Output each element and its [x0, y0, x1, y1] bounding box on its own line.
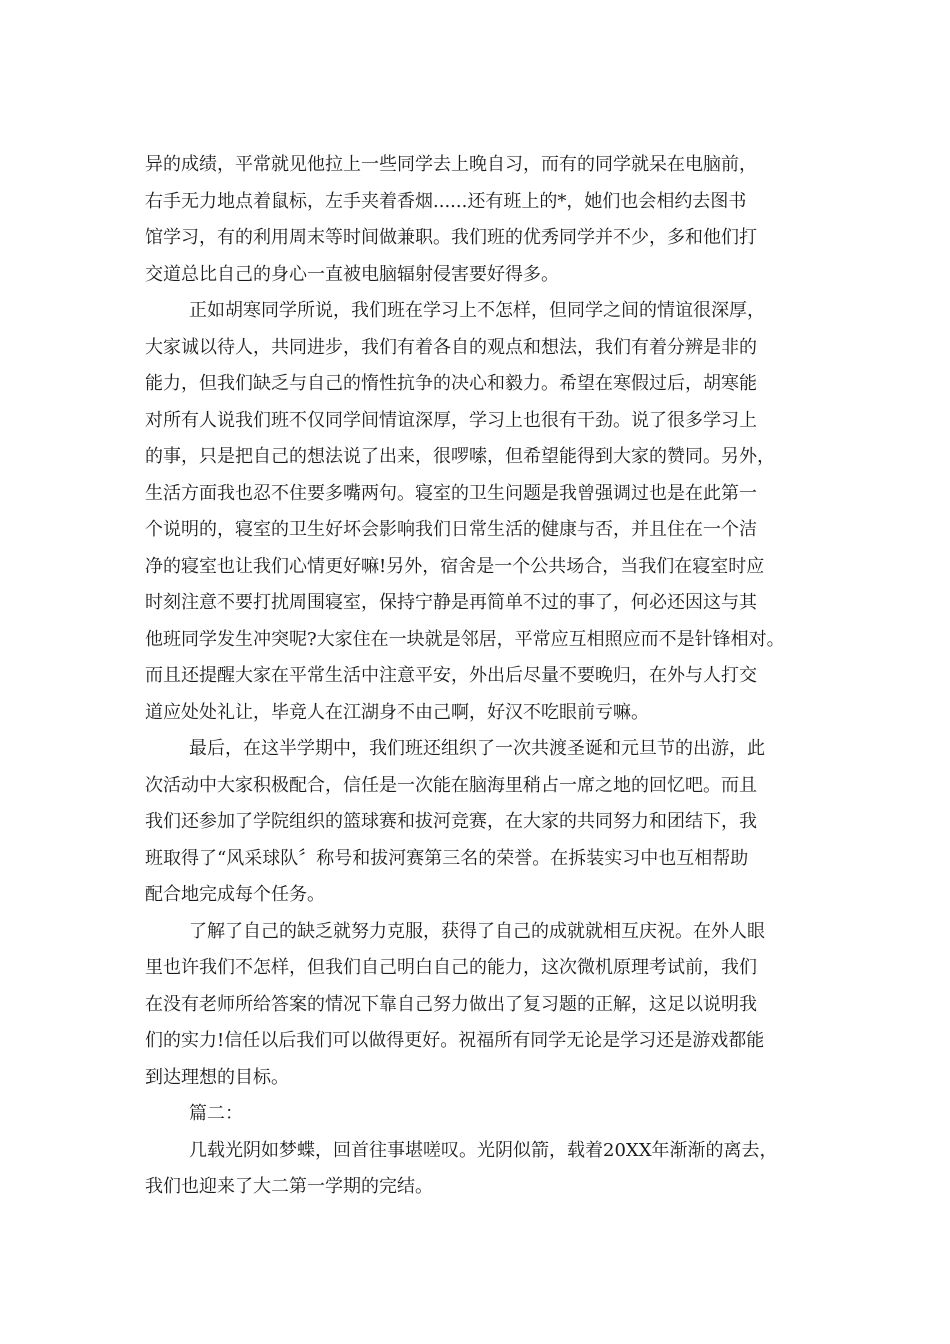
- text-line: 对所有人说我们班不仅同学间情谊深厚，学习上也很有干劲。说了很多学习上: [145, 409, 757, 431]
- text-line: 右手无力地点着鼠标，左手夹着香烟......还有班上的*，她们也会相约去图书: [145, 190, 747, 212]
- text-line: 了解了自己的缺乏就努力克服，获得了自己的成就就相互庆祝。在外人眼: [189, 920, 765, 942]
- text-line: 们的实力!信任以后我们可以做得更好。祝福所有同学无论是学习还是游戏都能: [145, 1030, 765, 1051]
- text-line: 在没有老师所给答案的情况下靠自己努力做出了复习题的正解，这足以说明我: [145, 993, 757, 1015]
- text-line: 大家诚以待人，共同进步，我们有着各自的观点和想法，我们有着分辨是非的: [145, 336, 757, 358]
- text-line: 他班同学发生冲突呢?大家住在一块就是邻居，平常应互相照应而不是针锋相对。: [145, 628, 785, 650]
- text-line: 交道总比自己的身心一直被电脑辐射侵害要好得多。: [145, 263, 559, 285]
- text-line: 净的寝室也让我们心情更好嘛!另外，宿舍是一个公共场合，当我们在寝室时应: [145, 555, 765, 577]
- text-line: 道应处处礼让，毕竟人在江湖身不由己啊，好汉不吃眼前亏嘛。: [145, 701, 649, 723]
- text-line: 个说明的，寝室的卫生好坏会影响我们日常生活的健康与否，并且住在一个洁: [145, 519, 757, 540]
- text-line: 时刻注意不要打扰周围寝室，保持宁静是再简单不过的事了，何必还因这与其: [145, 592, 757, 613]
- text-line: 到达理想的目标。: [145, 1066, 289, 1088]
- text-line: 的事，只是把自己的想法说了出来，很啰嗦，但希望能得到大家的赞同。另外，: [145, 446, 775, 467]
- text-line: 馆学习，有的利用周末等时间做兼职。我们班的优秀同学并不少，多和他们打: [145, 227, 757, 248]
- text-line: 篇二：: [189, 1103, 243, 1124]
- text-line: 里也许我们不怎样，但我们自己明白自己的能力，这次微机原理考试前，我们: [145, 957, 757, 978]
- text-line: 能力，但我们缺乏与自己的惰性抗争的决心和毅力。希望在寒假过后，胡寒能: [145, 373, 757, 394]
- text-line: 几载光阴如梦蝶，回首往事堪嗟叹。光阴似箭，载着20XX年渐渐的离去，: [189, 1139, 778, 1161]
- text-line: 我们也迎来了大二第一学期的完结。: [145, 1176, 433, 1197]
- text-line: 配合地完成每个任务。: [145, 884, 325, 905]
- text-line: 而且还提醒大家在平常生活中注意平安，外出后尽量不要晚归，在外与人打交: [145, 665, 757, 686]
- document-body: [145, 147, 825, 1206]
- text-line: 次活动中大家积极配合，信任是一次能在脑海里稍占一席之地的回忆吧。而且: [145, 774, 757, 796]
- text-line: 我们还参加了学院组织的篮球赛和拔河竞赛，在大家的共同努力和团结下，我: [145, 811, 757, 832]
- text-line: 异的成绩，平常就见他拉上一些同学去上晚自习，而有的同学就呆在电脑前，: [145, 154, 757, 175]
- text-line: 班取得了“风采球队〞称号和拔河赛第三名的荣誉。在拆装实习中也互相帮助: [145, 847, 749, 869]
- text-line: 生活方面我也忍不住要多嘴两句。寝室的卫生问题是我曾强调过也是在此第一: [145, 482, 757, 504]
- text-line: 最后，在这半学期中，我们班还组织了一次共渡圣诞和元旦节的出游，此: [189, 738, 765, 759]
- text-line: 正如胡寒同学所说，我们班在学习上不怎样，但同学之间的情谊很深厚，: [189, 300, 765, 321]
